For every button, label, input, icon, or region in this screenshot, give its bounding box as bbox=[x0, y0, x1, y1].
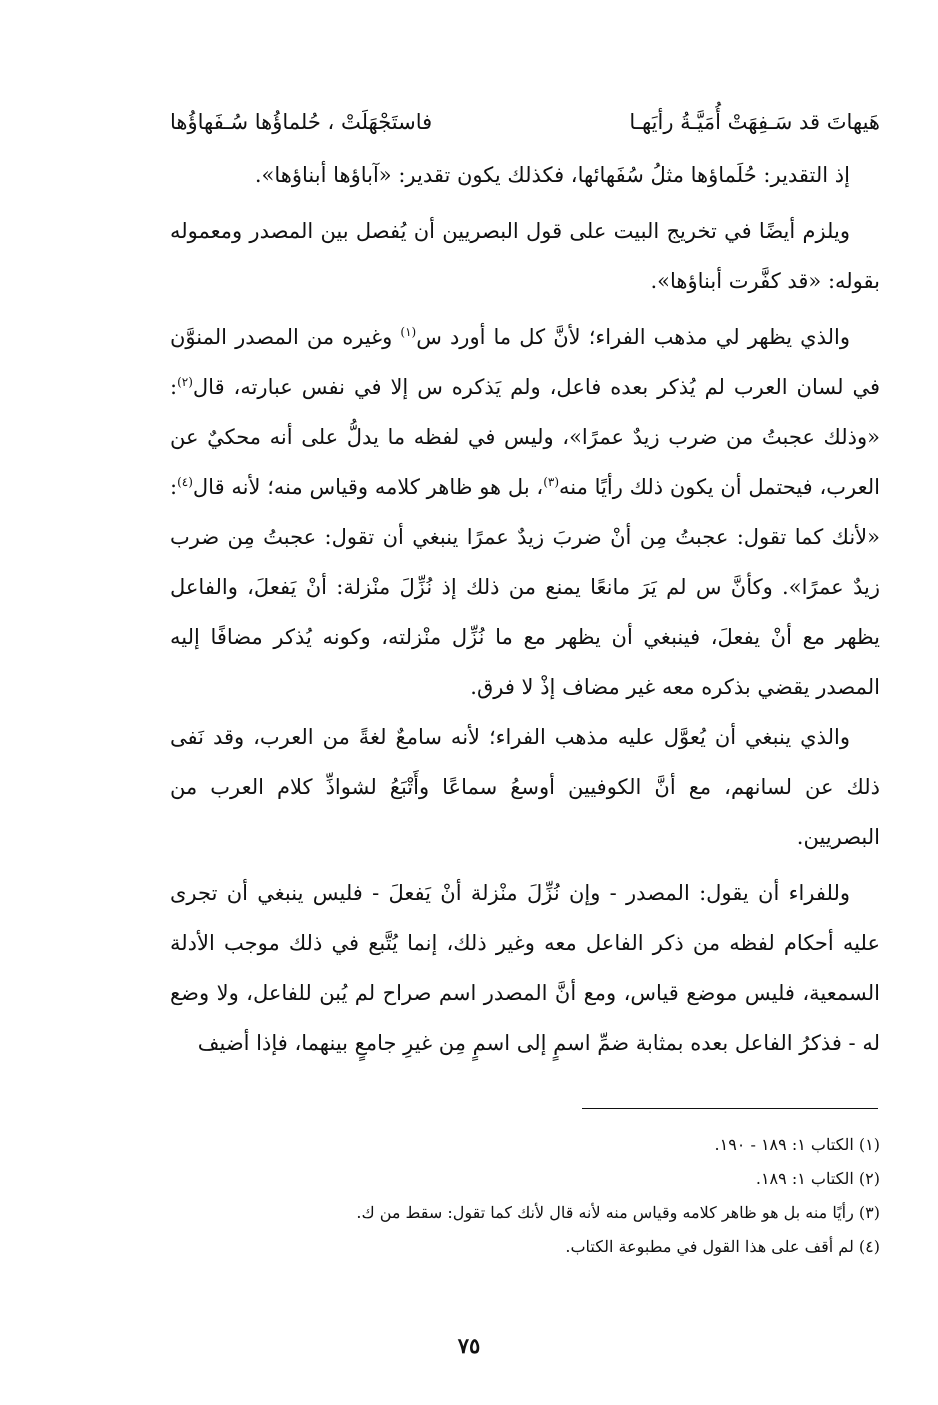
paragraph-text: إذ التقدير: حُلَماؤها مثلُ سُفَهائها، فكذلك يكون تقدير: «آباؤها أبناؤها». bbox=[254, 163, 850, 187]
verse-gap bbox=[511, 96, 551, 148]
footnote-1: (١) الكتاب ١: ١٨٩ - ١٩٠. bbox=[714, 1135, 880, 1154]
paragraph-text: ويلزم أيضًا في تخريج البيت على قول البصريين أن يُفصل بين المصدر ومعموله بقوله: «قد كفَّرت أبناؤها». bbox=[170, 219, 880, 293]
paragraph-text: وغيره من المصدر المنوَّن في لسان العرب لم يُذكر بعده فاعل، ولم يَذكره س إلا في نفس عبارته، قال bbox=[170, 325, 880, 399]
page-number: ٧٥ bbox=[457, 1333, 481, 1358]
verse-first-hemistich: هَيهاتَ قد سَـفِهَتْ أُمَيَّـةُ رأيَهـا bbox=[629, 110, 880, 134]
paragraph-5 bbox=[170, 868, 880, 1068]
paragraph-text: : «وذلك عجبتُ من ضرب زيدٌ عمرًا»، وليس في لفظه ما يدلُّ على أنه محكيٌ عن العرب، فيحتمل أن يكون ذلك رأيًا منه bbox=[170, 375, 880, 499]
paragraph-text: وللفراء أن يقول: المصدر - وإن نُزِّلَ منْزلة أنْ يَفعلَ - فليس ينبغي أن تجرى عليه أحكام لفظه من ذكر الفاعل معه وغير ذلك، إنما يُتَّبع في ذلك موجب الأدلة السمعية، فليس موضع قياس، ومع أنَّ المصدر اسم صراح لم يُبن للفاعل، ولا وضع له - فذكرُ الفاعل بعده بمثابة ضمِّ اسمٍ إلى اسمٍ مِن غيرِ جامعٍ بينهما، فإذا أضيف bbox=[170, 881, 880, 1055]
footnote-4: (٤) لم أقف على هذا القول في مطبوعة الكتاب. bbox=[565, 1237, 880, 1256]
verse-second-hemistich: فاستَجْهَلَتْ ، حُلماؤُها سُـفَهاؤُها bbox=[170, 110, 433, 134]
paragraph-text: : «لأنك كما تقول: عجبتُ مِن أنْ ضربَ زيدٌ عمرًا ينبغي أن تقول: عجبتُ مِن ضرب زيدٌ عمرًا». وكأنَّ س لم يَرَ مانعًا يمنع من ذلك إذ نُزِّلَ منْزلة: أنْ يَفعلَ، والفاعل يظهر مع أنْ يفعلَ، فينبغي أن يظهر مع ما نُزِّل منْزلته، وكونه يُذكر مضافًا إليه المصدر يقضي بذكره معه غير مضاف إذْ لا فرق. bbox=[170, 475, 880, 699]
footnotes bbox=[170, 1128, 880, 1264]
paragraph-2 bbox=[170, 206, 880, 306]
poetry-verse bbox=[170, 96, 880, 148]
footnote-ref-1[interactable]: (١) bbox=[400, 325, 417, 339]
footnote-3: (٣) رأيًا منه بل هو ظاهر كلامه وقياس منه لأنه قال لأنك كما تقول: سقط من ك. bbox=[356, 1203, 880, 1222]
paragraph-3 bbox=[170, 312, 880, 712]
paragraph-4 bbox=[170, 712, 880, 862]
paragraph-1 bbox=[170, 150, 880, 200]
paragraph-text: والذي يظهر لي مذهب الفراء؛ لأنَّ كل ما أورد س bbox=[416, 325, 850, 349]
main-text bbox=[170, 96, 880, 1068]
footnote-ref-3[interactable]: (٣) bbox=[543, 475, 560, 489]
footnote-separator bbox=[582, 1108, 878, 1109]
footnote-ref-2[interactable]: (٢) bbox=[177, 375, 193, 389]
footnote-2: (٢) الكتاب ١: ١٨٩. bbox=[755, 1169, 880, 1188]
paragraph-text: والذي ينبغي أن يُعوَّل عليه مذهب الفراء؛ لأنه سامعٌ لغةً من العرب، وقد نَفى ذلك عن لسانهم، مع أنَّ الكوفيين أوسعُ سماعًا وأَتْبَعُ لشواذِّ كلام العرب من البصريين. bbox=[170, 725, 880, 849]
footnote-ref-4[interactable]: (٤) bbox=[177, 475, 193, 489]
paragraph-text: ، بل هو ظاهر كلامه وقياس منه؛ لأنه قال bbox=[192, 475, 544, 499]
